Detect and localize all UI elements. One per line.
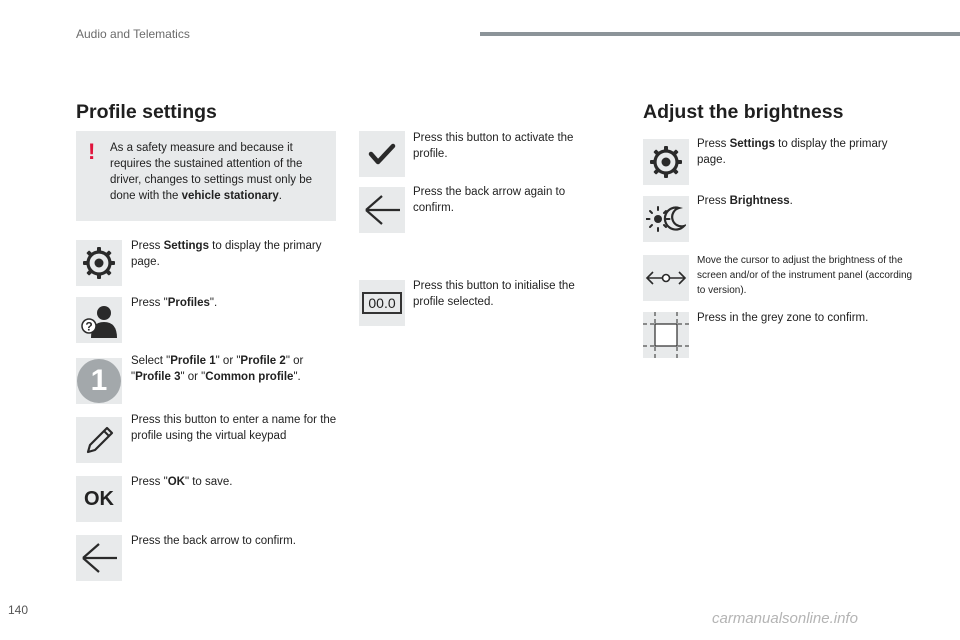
- pencil-icon: [76, 417, 122, 463]
- back-arrow-icon: [359, 187, 405, 233]
- gear-icon: [76, 240, 122, 286]
- svg-text:?: ?: [85, 319, 93, 334]
- profile-question-icon: [76, 297, 122, 343]
- step-select-profile-text: Select "Profile 1" or "Profile 2" or "Profile 3" or "Common profile".: [131, 355, 304, 383]
- warning-exclamation-icon: !: [88, 139, 96, 164]
- brightness-confirm-text: Press in the grey zone to confirm.: [697, 312, 869, 324]
- step-settings-text: Press Settings to display the primary page.: [131, 240, 322, 268]
- watermark: carmanualsonline.info: [712, 610, 858, 627]
- brightness-press-text: Press Brightness.: [697, 195, 793, 207]
- checkmark-icon: [359, 131, 405, 177]
- safety-warning-box: [76, 131, 336, 221]
- grey-zone-icon: [643, 312, 689, 358]
- safety-warning-text: As a safety measure and because it requires the sustained attention of the driver, changes to settings must only be done with the vehicle stationary.: [110, 142, 312, 202]
- profile-settings-title: Profile settings: [76, 101, 217, 123]
- header-title: Audio and Telematics: [76, 27, 190, 41]
- brightness-title: Adjust the brightness: [643, 101, 844, 123]
- brightness-settings-text: Press Settings to display the primary page.: [697, 138, 888, 166]
- gear-icon: [643, 139, 689, 185]
- step-ok-text: Press "OK" to save.: [131, 476, 233, 488]
- step-pencil-text: Press this button to enter a name for the profile using the virtual keypad: [131, 414, 337, 442]
- brightness-icon: [643, 196, 689, 242]
- ok-icon: OK: [76, 476, 122, 522]
- step-initialise-text: Press this button to initialise the profile selected.: [413, 280, 575, 308]
- page-number: 140: [8, 603, 29, 617]
- step-number-icon: 1: [76, 358, 122, 404]
- slider-icon: [643, 255, 689, 301]
- step-profiles-text: Press "Profiles".: [131, 297, 218, 309]
- back-arrow-icon: [76, 535, 122, 581]
- brightness-slider-text: Move the cursor to adjust the brightness of the screen and/or of the instrument panel (according to version).: [697, 255, 913, 296]
- step-back-text: Press the back arrow to confirm.: [131, 535, 296, 547]
- step-back-again-text: Press the back arrow again to confirm.: [413, 186, 566, 214]
- reset-icon: 00.0: [359, 280, 405, 326]
- header-bar: [480, 32, 960, 36]
- step-activate-text: Press this button to activate the profile.: [413, 132, 574, 160]
